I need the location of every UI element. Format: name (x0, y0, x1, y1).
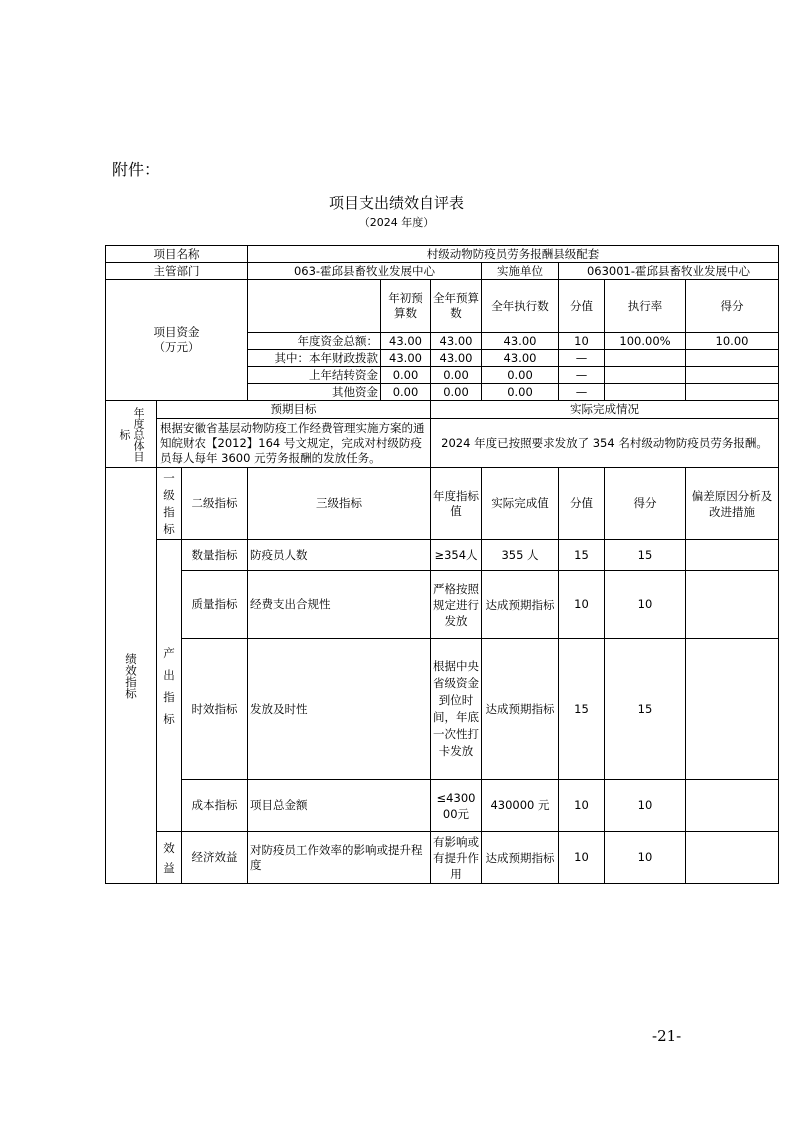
goals-label (106, 401, 157, 468)
funds-header-initial: 年初预算数 (381, 280, 431, 333)
output-indicator-text: 产出指标 (163, 645, 175, 726)
funds-row-label: 上年结转资金 (248, 367, 381, 384)
funds-score-value: 10 (559, 333, 605, 350)
funds-initial: 0.00 (381, 384, 431, 401)
funds-initial: 43.00 (381, 333, 431, 350)
funds-initial: 43.00 (381, 350, 431, 367)
funds-label-line2: （万元） (153, 340, 200, 354)
level2-value: 经济效益 (182, 832, 248, 884)
level2-value: 数量指标 (182, 540, 248, 571)
indicator-row (106, 639, 779, 780)
score: 10 (605, 571, 686, 639)
goals-label-col0: 标 (118, 428, 131, 440)
actual-value: 430000 元 (482, 780, 559, 832)
funds-header-rate: 执行率 (605, 280, 686, 333)
funds-score-value: — (559, 350, 605, 367)
funds-score-value: — (559, 367, 605, 384)
funds-header-row (106, 280, 779, 333)
funds-rate (605, 384, 686, 401)
funds-row-label: 其他资金 (248, 384, 381, 401)
actual-goal-header: 实际完成情况 (431, 401, 779, 419)
impl-label: 实施单位 (482, 263, 559, 280)
output-indicator-label (157, 540, 182, 832)
level3-value: 经费支出合规性 (248, 571, 431, 639)
benefit-indicator-label (157, 832, 182, 884)
funds-executed: 0.00 (482, 367, 559, 384)
level2-header: 二级指标 (182, 468, 248, 540)
funds-executed: 43.00 (482, 333, 559, 350)
target-header: 年度指标值 (431, 468, 482, 540)
actual-value: 355 人 (482, 540, 559, 571)
impl-value: 063001-霍邱县畜牧业发展中心 (559, 263, 779, 280)
performance-indicator-text: 绩效指标 (124, 652, 138, 699)
target-value: 严格按照规定进行发放 (431, 571, 482, 639)
funds-annual: 43.00 (431, 350, 482, 367)
target-value: 有影响或有提升作用 (431, 832, 482, 884)
level1-header (157, 468, 182, 540)
deviation (686, 571, 779, 639)
score: 15 (605, 639, 686, 780)
funds-executed: 0.00 (482, 384, 559, 401)
indicator-header-row (106, 468, 779, 540)
target-value: ≤430000元 (431, 780, 482, 832)
score-value: 10 (559, 780, 605, 832)
target-value: ≥354人 (431, 540, 482, 571)
level3-value: 发放及时性 (248, 639, 431, 780)
funds-header-executed: 全年执行数 (482, 280, 559, 333)
funds-header-score: 得分 (686, 280, 779, 333)
funds-rate (605, 350, 686, 367)
score: 10 (605, 832, 686, 884)
score-value: 10 (559, 571, 605, 639)
indicator-row (106, 832, 779, 884)
level2-value: 成本指标 (182, 780, 248, 832)
indicator-row (106, 780, 779, 832)
funds-score (686, 350, 779, 367)
funds-score (686, 384, 779, 401)
funds-header-score-value: 分值 (559, 280, 605, 333)
deviation (686, 780, 779, 832)
funds-executed: 43.00 (482, 350, 559, 367)
funds-score: 10.00 (686, 333, 779, 350)
goals-header-row (106, 401, 779, 419)
deviation (686, 540, 779, 571)
evaluation-table (105, 245, 779, 884)
level3-value: 对防疫员工作效率的影响或提升程度 (248, 832, 431, 884)
department-row (106, 263, 779, 280)
score-value: 10 (559, 832, 605, 884)
actual-value: 达成预期指标 (482, 571, 559, 639)
score-value: 15 (559, 540, 605, 571)
funds-score (686, 367, 779, 384)
funds-rate: 100.00% (605, 333, 686, 350)
project-name-label: 项目名称 (106, 246, 248, 263)
funds-rate (605, 367, 686, 384)
expected-goal-text: 根据安徽省基层动物防疫工作经费管理实施方案的通知皖财农【2012】164 号文规定，完成对村级防疫员每人每年 3600 元劳务报酬的发放任务。 (157, 419, 431, 468)
score: 10 (605, 780, 686, 832)
funds-score-value: — (559, 384, 605, 401)
level2-value: 质量指标 (182, 571, 248, 639)
project-name-value: 村级动物防疫员劳务报酬县级配套 (248, 246, 779, 263)
funds-initial: 0.00 (381, 367, 431, 384)
score-header: 得分 (605, 468, 686, 540)
funds-header-annual: 全年预算数 (431, 280, 482, 333)
actual-goal-text: 2024 年度已按照要求发放了 354 名村级动物防疫员劳务报酬。 (431, 419, 779, 468)
actual-value: 达成预期指标 (482, 639, 559, 780)
benefit-indicator-text: 效益 (163, 840, 175, 875)
funds-annual: 43.00 (431, 333, 482, 350)
document-year: （2024 年度） (358, 216, 435, 229)
funds-label (106, 280, 248, 401)
actual-value: 达成预期指标 (482, 832, 559, 884)
funds-annual: 0.00 (431, 384, 482, 401)
funds-blank-header (248, 280, 381, 333)
page-number: -21- (652, 1027, 682, 1045)
attachment-label: 附件： (112, 160, 161, 179)
dept-label: 主管部门 (106, 263, 248, 280)
expected-goal-header: 预期目标 (157, 401, 431, 419)
actual-header: 实际完成值 (482, 468, 559, 540)
performance-indicator-label (106, 468, 157, 884)
level1-header-text: 一级指标 (163, 470, 175, 536)
funds-row-label: 其中：本年财政拨款 (248, 350, 381, 367)
level3-value: 项目总金额 (248, 780, 431, 832)
funds-annual: 0.00 (431, 367, 482, 384)
indicator-row (106, 540, 779, 571)
indicator-row (106, 571, 779, 639)
funds-row-label: 年度资金总额： (248, 333, 381, 350)
deviation-header: 偏差原因分析及改进措施 (686, 468, 779, 540)
level3-header: 三级指标 (248, 468, 431, 540)
target-value: 根据中央省级资金到位时间，年底一次性打卡发放 (431, 639, 482, 780)
funds-label-line1: 项目资金 (153, 325, 200, 339)
dept-value: 063-霍邱县畜牧业发展中心 (248, 263, 482, 280)
score-value-header: 分值 (559, 468, 605, 540)
goals-label-col1: 年度总体目 (132, 406, 145, 462)
score-value: 15 (559, 639, 605, 780)
level2-value: 时效指标 (182, 639, 248, 780)
project-name-row (106, 246, 779, 263)
level3-value: 防疫员人数 (248, 540, 431, 571)
deviation (686, 832, 779, 884)
goals-content-row (106, 419, 779, 468)
document-title: 项目支出绩效自评表 (328, 194, 464, 212)
score: 15 (605, 540, 686, 571)
deviation (686, 639, 779, 780)
